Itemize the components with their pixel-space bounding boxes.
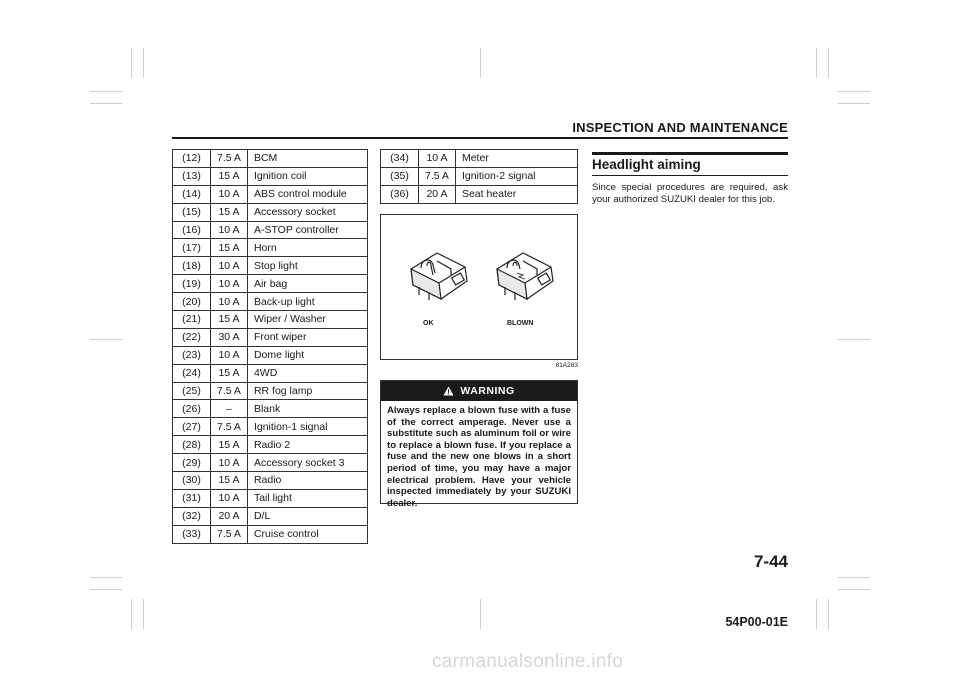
page-number: 7-44 [753, 552, 788, 571]
fuse-circuit: Radio 2 [247, 436, 367, 454]
table-row [173, 418, 368, 436]
fuse-number: (18) [173, 257, 211, 275]
fuse-amperage: 15 A [211, 472, 248, 490]
watermark: carmanualsonline.info [432, 651, 624, 672]
fuse-circuit: Air bag [247, 275, 367, 293]
crop-mark [90, 103, 122, 104]
crop-mark [816, 599, 817, 629]
fuse-circuit: Radio [247, 472, 367, 490]
fuse-number: (21) [173, 311, 211, 329]
table-row [381, 167, 578, 185]
table-row [173, 203, 368, 221]
fuse-number: (36) [381, 185, 419, 203]
crop-mark [90, 339, 122, 340]
fuse-circuit: Accessory socket 3 [247, 454, 367, 472]
fuse-number: (22) [173, 328, 211, 346]
fuse-circuit: Back-up light [247, 293, 367, 311]
figure-code: 81A283 [555, 362, 578, 369]
fuse-number: (16) [173, 221, 211, 239]
fuse-number: (34) [381, 150, 419, 168]
fuse-amperage: 7.5 A [211, 150, 248, 168]
fuse-number: (17) [173, 239, 211, 257]
blown-fuse-icon [497, 253, 553, 300]
fuse-number: (33) [173, 525, 211, 543]
table-row [173, 346, 368, 364]
fuse-number: (12) [173, 150, 211, 168]
crop-mark [838, 589, 870, 590]
fuse-figure [380, 214, 578, 360]
fuse-number: (29) [173, 454, 211, 472]
table-row [173, 507, 368, 525]
table-row [173, 239, 368, 257]
fuse-amperage: 7.5 A [211, 525, 248, 543]
table-row [173, 311, 368, 329]
table-row [381, 150, 578, 168]
fuse-amperage: 15 A [211, 203, 248, 221]
fuse-circuit: Tail light [247, 489, 367, 507]
table-row [173, 472, 368, 490]
warning-text: Always replace a blown fuse with a fuse of the correct amperage. Never use a substitute such as aluminum foil or wire to replace a blown fuse. If you replace a fuse and the new one blows in a short period of time, you may have a major electrical problem. Have your vehicle inspected immediately by your SUZUKI dealer. [387, 405, 571, 509]
fuse-illustration [381, 215, 579, 361]
section-rule [592, 152, 788, 155]
fuse-amperage: 15 A [211, 364, 248, 382]
table-row [173, 436, 368, 454]
fuse-circuit: Ignition coil [247, 167, 367, 185]
crop-mark [143, 48, 144, 78]
fuse-circuit: Horn [247, 239, 367, 257]
fuse-number: (20) [173, 293, 211, 311]
fuse-amperage: 10 A [419, 150, 456, 168]
fuse-number: (13) [173, 167, 211, 185]
fuse-amperage: 20 A [211, 507, 248, 525]
fuse-number: (14) [173, 185, 211, 203]
fuse-number: (25) [173, 382, 211, 400]
fuse-amperage: – [211, 400, 248, 418]
fuse-number: (15) [173, 203, 211, 221]
crop-mark [131, 48, 132, 78]
crop-mark [838, 91, 870, 92]
fuse-circuit: Front wiper [247, 328, 367, 346]
table-row [173, 328, 368, 346]
fuse-number: (27) [173, 418, 211, 436]
fuse-circuit: Dome light [247, 346, 367, 364]
fuse-circuit: D/L [247, 507, 367, 525]
table-row [173, 489, 368, 507]
fuse-amperage: 15 A [211, 311, 248, 329]
fuse-amperage: 10 A [211, 221, 248, 239]
fuse-number: (23) [173, 346, 211, 364]
ok-fuse-icon [411, 253, 467, 300]
headlight-aiming-body: Since special procedures are required, ask your authorized SUZUKI dealer for this job. [592, 182, 788, 205]
fuse-table-left [172, 149, 368, 544]
fuse-number: (24) [173, 364, 211, 382]
crop-mark [480, 599, 481, 629]
fuse-amperage: 10 A [211, 275, 248, 293]
fuse-number: (28) [173, 436, 211, 454]
fuse-circuit: A-STOP controller [247, 221, 367, 239]
table-row [173, 400, 368, 418]
table-row [381, 185, 578, 203]
crop-mark [143, 599, 144, 629]
fuse-number: (26) [173, 400, 211, 418]
fuse-circuit: Wiper / Washer [247, 311, 367, 329]
table-row [173, 364, 368, 382]
table-row [173, 382, 368, 400]
crop-mark [828, 599, 829, 629]
crop-mark [816, 48, 817, 78]
crop-mark [480, 48, 481, 78]
blown-label: BLOWN [507, 320, 534, 327]
fuse-amperage: 10 A [211, 454, 248, 472]
fuse-circuit: Stop light [247, 257, 367, 275]
fuse-circuit: Ignition-1 signal [247, 418, 367, 436]
fuse-circuit: Blank [247, 400, 367, 418]
table-row [173, 257, 368, 275]
crop-mark [90, 589, 122, 590]
warning-triangle-icon [443, 386, 454, 396]
fuse-amperage: 10 A [211, 489, 248, 507]
fuse-amperage: 15 A [211, 167, 248, 185]
fuse-amperage: 20 A [419, 185, 456, 203]
fuse-circuit: ABS control module [247, 185, 367, 203]
fuse-circuit: 4WD [247, 364, 367, 382]
crop-mark [90, 91, 122, 92]
warning-header [381, 381, 577, 401]
fuse-amperage: 7.5 A [419, 167, 456, 185]
crop-mark [90, 577, 122, 578]
crop-mark [838, 339, 870, 340]
headlight-aiming-title: Headlight aiming [592, 157, 701, 172]
fuse-amperage: 10 A [211, 346, 248, 364]
fuse-amperage: 10 A [211, 257, 248, 275]
table-row [173, 185, 368, 203]
document-code: 54P00-01E [725, 615, 788, 629]
fuse-circuit: Accessory socket [247, 203, 367, 221]
crop-mark [131, 599, 132, 629]
fuse-amperage: 7.5 A [211, 382, 248, 400]
section-header-title: INSPECTION AND MAINTENANCE [572, 120, 788, 135]
fuse-circuit: Ignition-2 signal [455, 167, 577, 185]
fuse-number: (32) [173, 507, 211, 525]
table-row [173, 167, 368, 185]
fuse-circuit: Meter [455, 150, 577, 168]
fuse-amperage: 15 A [211, 239, 248, 257]
table-row [173, 221, 368, 239]
crop-mark [838, 103, 870, 104]
table-row [173, 454, 368, 472]
fuse-number: (31) [173, 489, 211, 507]
fuse-amperage: 15 A [211, 436, 248, 454]
fuse-circuit: RR fog lamp [247, 382, 367, 400]
crop-mark [828, 48, 829, 78]
fuse-amperage: 7.5 A [211, 418, 248, 436]
fuse-amperage: 10 A [211, 185, 248, 203]
fuse-table-right [380, 149, 578, 204]
crop-mark [838, 577, 870, 578]
fuse-number: (30) [173, 472, 211, 490]
warning-box [380, 380, 578, 509]
header-rule [172, 137, 788, 139]
fuse-circuit: Cruise control [247, 525, 367, 543]
table-row [173, 150, 368, 168]
fuse-amperage: 10 A [211, 293, 248, 311]
table-row [173, 275, 368, 293]
section-underline [592, 175, 788, 176]
fuse-number: (35) [381, 167, 419, 185]
ok-label: OK [423, 320, 434, 327]
table-row [173, 525, 368, 543]
fuse-circuit: BCM [247, 150, 367, 168]
fuse-amperage: 30 A [211, 328, 248, 346]
warning-title: WARNING [460, 385, 515, 397]
table-row [173, 293, 368, 311]
fuse-circuit: Seat heater [455, 185, 577, 203]
fuse-number: (19) [173, 275, 211, 293]
